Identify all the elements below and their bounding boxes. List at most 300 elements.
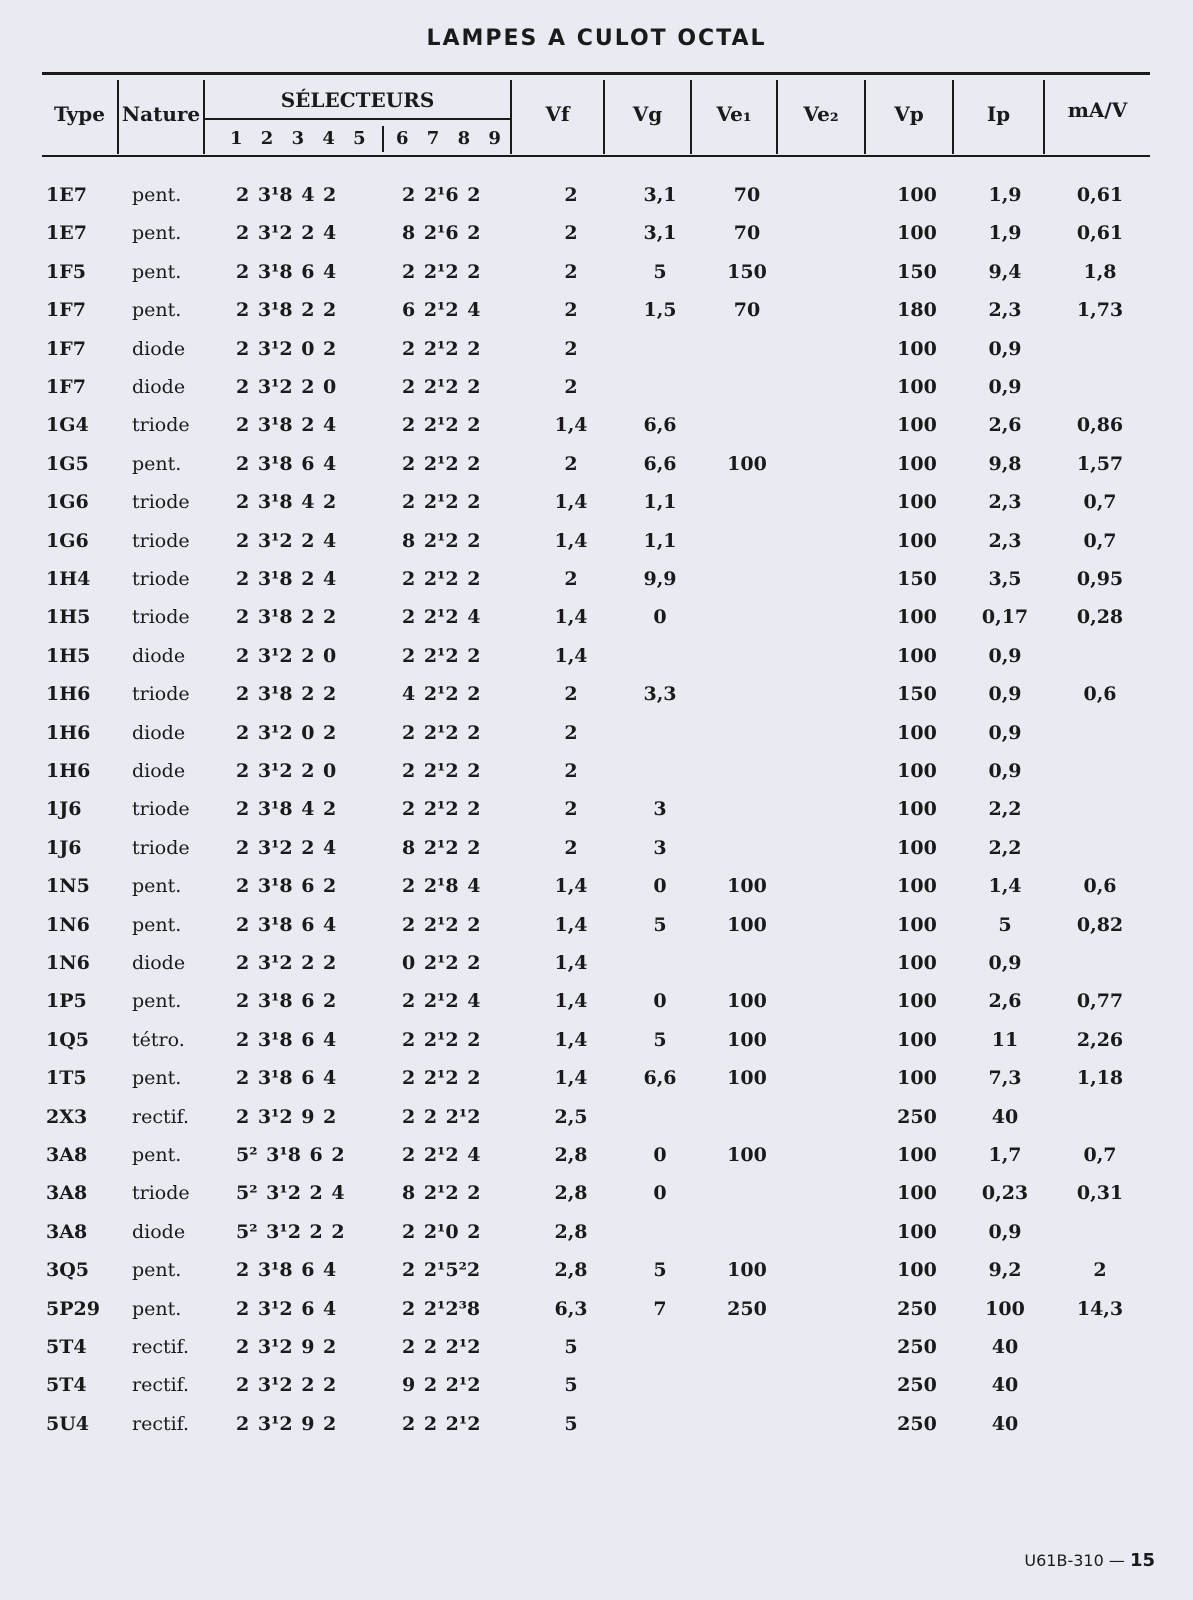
cell-selecteurs-1-5: 5² 3¹8 6 2 [236, 1144, 345, 1166]
cell-vg: 6,6 [643, 452, 677, 475]
cell-selecteurs-1-5: 2 3¹2 2 2 [236, 952, 337, 974]
cell-selecteurs-6-9: 2 2¹2 2 [402, 568, 481, 590]
cell-vp: 100 [897, 1067, 937, 1090]
cell-nature: triode [132, 1182, 190, 1205]
header-mav: mA/V [1067, 98, 1128, 122]
cell-type: 5T4 [46, 1336, 87, 1358]
cell-vg: 6,6 [643, 1067, 677, 1090]
cell-mav: 1,8 [1083, 260, 1117, 283]
cell-type: 3A8 [46, 1144, 88, 1166]
cell-vp: 100 [897, 798, 937, 821]
header-ve1: Ve₁ [716, 102, 752, 126]
cell-selecteurs-1-5: 2 3¹2 2 4 [236, 836, 337, 859]
cell-vp: 100 [897, 1028, 937, 1051]
cell-selecteurs-6-9: 2 2¹2 2 [402, 644, 481, 667]
cell-nature: pent. [132, 1067, 182, 1090]
table-row [0, 184, 1193, 222]
header-type: Type [53, 102, 105, 126]
cell-selecteurs-1-5: 2 3¹8 6 4 [236, 452, 337, 475]
cell-type: 1G4 [46, 414, 89, 437]
cell-vp: 100 [897, 491, 937, 514]
cell-ve1: 100 [727, 1144, 767, 1166]
table-row [0, 1259, 1193, 1297]
cell-selecteurs-1-5: 2 3¹2 2 0 [236, 760, 337, 782]
cell-selecteurs-6-9: 2 2¹2 2 [402, 1028, 481, 1051]
cell-nature: rectif. [132, 1412, 190, 1435]
table-row [0, 1298, 1193, 1336]
cell-selecteurs-1-5: 2 3¹2 2 0 [236, 376, 337, 398]
cell-selecteurs-1-5: 2 3¹8 6 2 [236, 875, 337, 898]
cell-selecteurs-1-5: 2 3¹8 6 2 [236, 990, 337, 1013]
table-row [0, 261, 1193, 299]
cell-vp: 100 [897, 990, 937, 1013]
cell-vg: 5 [653, 1259, 667, 1282]
cell-vg: 7 [653, 1297, 667, 1320]
cell-selecteurs-6-9: 8 2¹2 2 [402, 836, 481, 859]
cell-vg: 0 [653, 606, 667, 629]
cell-vp: 100 [897, 184, 937, 206]
cell-vg: 1,1 [643, 529, 677, 552]
cell-selecteurs-1-5: 2 3¹2 9 2 [236, 1336, 337, 1358]
cell-selecteurs-6-9: 2 2¹2³8 [402, 1297, 481, 1320]
cell-ip: 9,4 [988, 260, 1022, 283]
cell-nature: diode [132, 337, 186, 360]
table-row [0, 952, 1193, 990]
cell-type: 1E7 [46, 222, 87, 245]
cell-selecteurs-6-9: 8 2¹2 2 [402, 1182, 481, 1205]
cell-vp: 100 [897, 952, 937, 974]
cell-vf: 2 [564, 184, 578, 206]
cell-ip: 0,9 [988, 337, 1022, 360]
cell-vf: 2 [564, 798, 578, 821]
cell-ve1: 250 [727, 1297, 767, 1320]
cell-type: 1F7 [46, 337, 86, 360]
cell-type: 1F7 [46, 376, 86, 398]
cell-mav: 2,26 [1076, 1028, 1124, 1051]
cell-nature: pent. [132, 299, 182, 322]
cell-vg: 3,3 [643, 683, 677, 706]
cell-nature: triode [132, 836, 190, 859]
cell-vf: 2,5 [554, 1105, 588, 1128]
cell-mav: 2 [1093, 1259, 1107, 1282]
cell-selecteurs-6-9: 2 2¹2 2 [402, 760, 481, 782]
table-row [0, 568, 1193, 606]
selecteurs-group-2: 6 7 8 9 [396, 128, 507, 149]
cell-vf: 2 [564, 337, 578, 360]
cell-vf: 5 [564, 1412, 578, 1435]
cell-selecteurs-1-5: 2 3¹2 9 2 [236, 1105, 337, 1128]
cell-mav: 0,61 [1076, 222, 1124, 245]
cell-type: 1N6 [46, 913, 90, 936]
cell-type: 1H4 [46, 568, 91, 590]
cell-vf: 2 [564, 299, 578, 322]
cell-vg: 5 [653, 1028, 667, 1051]
cell-ve1: 100 [727, 1067, 767, 1090]
cell-selecteurs-6-9: 2 2 2¹2 [402, 1336, 481, 1358]
cell-selecteurs-1-5: 2 3¹2 9 2 [236, 1412, 337, 1435]
cell-vg: 1,1 [643, 491, 677, 514]
selecteurs-separator [382, 126, 384, 152]
cell-ip: 40 [991, 1412, 1019, 1435]
cell-nature: diode [132, 644, 186, 667]
table-row [0, 376, 1193, 414]
cell-vf: 2,8 [554, 1220, 588, 1243]
cell-type: 3A8 [46, 1220, 88, 1243]
cell-mav: 0,95 [1076, 568, 1124, 590]
cell-selecteurs-6-9: 2 2 2¹2 [402, 1105, 481, 1128]
cell-selecteurs-1-5: 2 3¹2 2 4 [236, 529, 337, 552]
cell-type: 5P29 [46, 1297, 100, 1320]
cell-selecteurs-6-9: 2 2¹2 4 [402, 990, 481, 1013]
cell-selecteurs-6-9: 9 2 2¹2 [402, 1374, 481, 1397]
cell-nature: triode [132, 491, 190, 514]
cell-ip: 0,9 [988, 1220, 1022, 1243]
cell-nature: pent. [132, 184, 182, 206]
cell-nature: triode [132, 568, 190, 590]
table-row [0, 338, 1193, 376]
cell-vg: 0 [653, 990, 667, 1013]
cell-nature: pent. [132, 1297, 182, 1320]
cell-nature: triode [132, 529, 190, 552]
cell-ip: 0,9 [988, 721, 1022, 744]
cell-vf: 1,4 [554, 1028, 588, 1051]
table-row [0, 837, 1193, 875]
cell-mav: 0,6 [1083, 683, 1117, 706]
cell-mav: 0,77 [1076, 990, 1124, 1013]
cell-type: 1H6 [46, 721, 91, 744]
table-row [0, 760, 1193, 798]
cell-selecteurs-6-9: 2 2¹2 2 [402, 414, 481, 437]
cell-vg: 6,6 [643, 414, 677, 437]
cell-vp: 100 [897, 452, 937, 475]
cell-selecteurs-1-5: 2 3¹8 6 4 [236, 260, 337, 283]
cell-nature: pent. [132, 990, 182, 1013]
cell-type: 1H6 [46, 760, 91, 782]
header-vp: Vp [894, 102, 924, 126]
cell-mav: 1,18 [1076, 1067, 1124, 1090]
cell-ip: 0,9 [988, 644, 1022, 667]
cell-type: 5U4 [46, 1412, 90, 1435]
cell-vp: 150 [897, 568, 937, 590]
cell-ip: 3,5 [988, 568, 1022, 590]
cell-vf: 5 [564, 1336, 578, 1358]
cell-nature: triode [132, 798, 190, 821]
cell-vf: 1,4 [554, 529, 588, 552]
table-row [0, 683, 1193, 721]
document-code: U61B-310 — [1024, 1551, 1125, 1570]
cell-nature: pent. [132, 222, 182, 245]
cell-vp: 250 [897, 1297, 937, 1320]
cell-vg: 0 [653, 1182, 667, 1205]
table-row [0, 1374, 1193, 1412]
cell-vp: 100 [897, 606, 937, 629]
table-row [0, 645, 1193, 683]
cell-ve1: 150 [727, 260, 767, 283]
cell-mav: 0,61 [1076, 184, 1124, 206]
cell-selecteurs-6-9: 2 2 2¹2 [402, 1412, 481, 1435]
table-row [0, 798, 1193, 836]
cell-ip: 0,9 [988, 952, 1022, 974]
cell-vg: 3,1 [643, 222, 677, 245]
cell-vp: 100 [897, 1259, 937, 1282]
cell-ip: 7,3 [988, 1067, 1022, 1090]
cell-selecteurs-1-5: 2 3¹8 2 2 [236, 606, 337, 629]
cell-nature: tétro. [132, 1028, 185, 1051]
header-ip: Ip [986, 102, 1011, 126]
page-footer [1024, 1550, 1155, 1571]
cell-type: 1T5 [46, 1067, 87, 1090]
header-vf: Vf [545, 102, 570, 126]
cell-vp: 250 [897, 1336, 937, 1358]
table-row [0, 1029, 1193, 1067]
cell-ve1: 100 [727, 913, 767, 936]
cell-ip: 1,4 [988, 875, 1022, 898]
cell-ip: 1,9 [988, 184, 1022, 206]
cell-selecteurs-1-5: 2 3¹8 4 2 [236, 184, 337, 206]
cell-ip: 0,23 [981, 1182, 1029, 1205]
cell-nature: pent. [132, 260, 182, 283]
cell-selecteurs-1-5: 2 3¹2 0 2 [236, 337, 337, 360]
cell-nature: diode [132, 1220, 186, 1243]
cell-vp: 100 [897, 644, 937, 667]
header-selecteurs: SÉLECTEURS [280, 88, 435, 112]
cell-selecteurs-1-5: 2 3¹8 4 2 [236, 491, 337, 514]
cell-type: 1H6 [46, 683, 91, 706]
cell-selecteurs-6-9: 4 2¹2 2 [402, 683, 481, 706]
cell-vf: 1,4 [554, 606, 588, 629]
table-header-rule [42, 155, 1150, 157]
cell-vf: 6,3 [554, 1297, 588, 1320]
cell-type: 1G5 [46, 452, 89, 475]
cell-mav: 14,3 [1076, 1297, 1124, 1320]
cell-nature: triode [132, 683, 190, 706]
cell-type: 5T4 [46, 1374, 87, 1397]
cell-type: 1J6 [46, 836, 82, 859]
cell-selecteurs-1-5: 2 3¹8 4 2 [236, 798, 337, 821]
cell-vf: 2,8 [554, 1259, 588, 1282]
cell-selecteurs-6-9: 8 2¹6 2 [402, 222, 481, 245]
table-row [0, 1106, 1193, 1144]
cell-vp: 100 [897, 836, 937, 859]
cell-selecteurs-1-5: 2 3¹2 2 0 [236, 644, 337, 667]
cell-ve1: 70 [733, 299, 761, 322]
cell-ip: 0,9 [988, 760, 1022, 782]
cell-vp: 100 [897, 875, 937, 898]
cell-type: 1H5 [46, 606, 91, 629]
cell-selecteurs-6-9: 2 2¹2 4 [402, 606, 481, 629]
cell-vf: 1,4 [554, 913, 588, 936]
cell-vp: 180 [897, 299, 937, 322]
cell-mav: 0,86 [1076, 414, 1124, 437]
table-row [0, 722, 1193, 760]
cell-ip: 2,6 [988, 414, 1022, 437]
cell-type: 1Q5 [46, 1028, 89, 1051]
cell-vf: 1,4 [554, 990, 588, 1013]
cell-mav: 1,57 [1076, 452, 1124, 475]
cell-type: 1E7 [46, 184, 87, 206]
cell-selecteurs-6-9: 8 2¹2 2 [402, 529, 481, 552]
cell-type: 1N6 [46, 952, 90, 974]
cell-type: 1F5 [46, 260, 86, 283]
cell-selecteurs-1-5: 2 3¹8 2 4 [236, 568, 337, 590]
cell-ip: 2,3 [988, 299, 1022, 322]
cell-nature: pent. [132, 875, 182, 898]
cell-vp: 100 [897, 913, 937, 936]
cell-selecteurs-1-5: 2 3¹8 2 4 [236, 414, 337, 437]
cell-selecteurs-6-9: 2 2¹6 2 [402, 184, 481, 206]
cell-ip: 0,17 [981, 606, 1029, 629]
cell-ip: 5 [998, 913, 1012, 936]
cell-vf: 2 [564, 222, 578, 245]
cell-type: 1G6 [46, 491, 89, 514]
cell-mav: 0,7 [1083, 1144, 1117, 1166]
cell-ip: 40 [991, 1336, 1019, 1358]
cell-vf: 1,4 [554, 491, 588, 514]
cell-nature: rectif. [132, 1105, 190, 1128]
cell-vp: 100 [897, 1220, 937, 1243]
cell-vf: 2 [564, 376, 578, 398]
cell-vg: 9,9 [643, 568, 677, 590]
cell-ip: 1,7 [988, 1144, 1022, 1166]
cell-nature: pent. [132, 913, 182, 936]
table-row [0, 414, 1193, 452]
cell-type: 1G6 [46, 529, 89, 552]
cell-vp: 250 [897, 1412, 937, 1435]
cell-vf: 2 [564, 260, 578, 283]
cell-selecteurs-6-9: 0 2¹2 2 [402, 952, 481, 974]
cell-selecteurs-6-9: 2 2¹2 2 [402, 376, 481, 398]
cell-vf: 2 [564, 836, 578, 859]
cell-mav: 0,6 [1083, 875, 1117, 898]
cell-vp: 100 [897, 376, 937, 398]
table-row [0, 222, 1193, 260]
cell-selecteurs-1-5: 2 3¹8 2 2 [236, 299, 337, 322]
table-row [0, 914, 1193, 952]
cell-ip: 0,9 [988, 376, 1022, 398]
cell-ip: 1,9 [988, 222, 1022, 245]
cell-nature: triode [132, 414, 190, 437]
cell-vp: 100 [897, 1144, 937, 1166]
cell-vg: 0 [653, 875, 667, 898]
cell-selecteurs-6-9: 2 2¹2 2 [402, 337, 481, 360]
cell-type: 1P5 [46, 990, 87, 1013]
cell-nature: triode [132, 606, 190, 629]
table-top-rule [42, 72, 1150, 75]
cell-vp: 100 [897, 529, 937, 552]
cell-vf: 2 [564, 683, 578, 706]
cell-ve1: 100 [727, 1028, 767, 1051]
cell-mav: 0,31 [1076, 1182, 1124, 1205]
cell-type: 1J6 [46, 798, 82, 821]
cell-vf: 2 [564, 721, 578, 744]
cell-selecteurs-6-9: 2 2¹2 2 [402, 1067, 481, 1090]
cell-ip: 11 [991, 1028, 1019, 1051]
cell-vf: 2 [564, 452, 578, 475]
cell-selecteurs-1-5: 2 3¹8 6 4 [236, 1067, 337, 1090]
table-row [0, 1144, 1193, 1182]
cell-vp: 100 [897, 760, 937, 782]
cell-selecteurs-1-5: 2 3¹8 6 4 [236, 1028, 337, 1051]
cell-selecteurs-1-5: 5² 3¹2 2 4 [236, 1182, 345, 1205]
cell-nature: pent. [132, 1259, 182, 1282]
cell-vg: 5 [653, 913, 667, 936]
selecteurs-rule [205, 118, 510, 120]
table-row [0, 299, 1193, 337]
table-row [0, 1067, 1193, 1105]
cell-nature: diode [132, 952, 186, 974]
cell-mav: 0,82 [1076, 913, 1124, 936]
cell-nature: diode [132, 376, 186, 398]
cell-vg: 5 [653, 260, 667, 283]
cell-vf: 1,4 [554, 952, 588, 974]
cell-vp: 250 [897, 1374, 937, 1397]
cell-ip: 2,2 [988, 798, 1022, 821]
table-row [0, 1336, 1193, 1374]
cell-mav: 1,73 [1076, 299, 1124, 322]
cell-vp: 150 [897, 683, 937, 706]
cell-ve1: 100 [727, 990, 767, 1013]
cell-vp: 100 [897, 222, 937, 245]
table-row [0, 530, 1193, 568]
table-row [0, 1182, 1193, 1220]
cell-selecteurs-6-9: 2 2¹2 2 [402, 491, 481, 514]
cell-selecteurs-6-9: 2 2¹2 2 [402, 452, 481, 475]
cell-vg: 1,5 [643, 299, 677, 322]
cell-nature: rectif. [132, 1336, 190, 1358]
cell-selecteurs-6-9: 2 2¹2 4 [402, 1144, 481, 1166]
cell-nature: diode [132, 760, 186, 782]
cell-selecteurs-6-9: 2 2¹2 2 [402, 260, 481, 283]
cell-vg: 3,1 [643, 184, 677, 206]
cell-ip: 2,3 [988, 529, 1022, 552]
cell-vf: 2,8 [554, 1144, 588, 1166]
cell-vf: 5 [564, 1374, 578, 1397]
cell-ip: 40 [991, 1374, 1019, 1397]
cell-selecteurs-6-9: 2 2¹2 2 [402, 913, 481, 936]
cell-vf: 2 [564, 760, 578, 782]
cell-mav: 0,28 [1076, 606, 1124, 629]
header-nature: Nature [121, 102, 201, 126]
cell-selecteurs-6-9: 2 2¹5²2 [402, 1259, 481, 1282]
table-row [0, 453, 1193, 491]
cell-selecteurs-1-5: 2 3¹2 2 4 [236, 222, 337, 245]
cell-selecteurs-1-5: 2 3¹8 6 4 [236, 1259, 337, 1282]
cell-ve1: 100 [727, 875, 767, 898]
cell-mav: 0,7 [1083, 491, 1117, 514]
cell-selecteurs-6-9: 6 2¹2 4 [402, 299, 481, 322]
cell-vf: 2 [564, 568, 578, 590]
cell-ip: 2,3 [988, 491, 1022, 514]
selecteurs-group-1: 1 2 3 4 5 [230, 128, 372, 149]
cell-vg: 3 [653, 798, 667, 821]
cell-vf: 1,4 [554, 1067, 588, 1090]
cell-selecteurs-1-5: 2 3¹2 0 2 [236, 721, 337, 744]
cell-vf: 1,4 [554, 875, 588, 898]
page-title: LAMPES A CULOT OCTAL [426, 26, 767, 51]
cell-vf: 1,4 [554, 644, 588, 667]
table-row [0, 606, 1193, 644]
cell-type: 1F7 [46, 299, 86, 322]
cell-selecteurs-6-9: 2 2¹0 2 [402, 1220, 481, 1243]
page-number: 15 [1129, 1550, 1155, 1571]
cell-nature: pent. [132, 452, 182, 475]
cell-selecteurs-1-5: 2 3¹2 2 2 [236, 1374, 337, 1397]
cell-vf: 2,8 [554, 1182, 588, 1205]
cell-ip: 2,2 [988, 836, 1022, 859]
cell-selecteurs-1-5: 2 3¹2 6 4 [236, 1297, 337, 1320]
cell-type: 2X3 [46, 1105, 88, 1128]
cell-ve1: 70 [733, 222, 761, 245]
